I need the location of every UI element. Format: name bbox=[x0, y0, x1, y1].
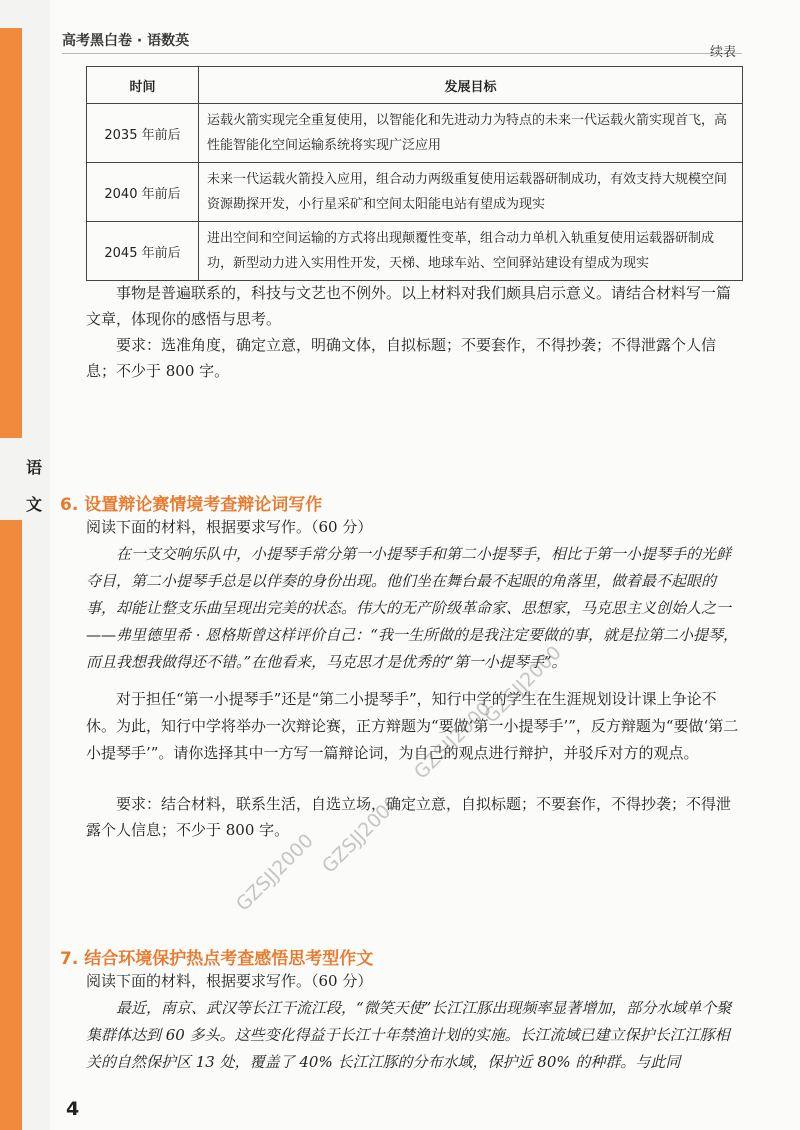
side-tab-accent-top bbox=[0, 28, 22, 438]
side-subject-char-2: 文 bbox=[26, 495, 43, 514]
watermark: GZSJJ2000 bbox=[480, 641, 566, 728]
table-header-period: 时间 bbox=[87, 67, 199, 104]
table-cell-period: 2040 年前后 bbox=[87, 163, 199, 222]
watermark: GZSJJ2000 bbox=[232, 829, 318, 916]
side-subject-char-1: 语 bbox=[26, 458, 43, 477]
q5-prompt: 事物是普遍联系的，科技与文艺也不例外。以上材料对我们颇具启示意义。请结合材料写一篇文章，体现你的感悟与思考。 bbox=[86, 284, 732, 328]
table-row bbox=[87, 163, 743, 222]
q7-instruction: 阅读下面的材料，根据要求写作。（60 分） bbox=[86, 972, 373, 990]
development-goal-table bbox=[86, 66, 743, 281]
q6-title-text: 设置辩论赛情境考查辩论词写作 bbox=[84, 495, 323, 515]
table-continuation-label: 续表 bbox=[709, 45, 736, 60]
table-cell-goal: 进出空间和空间运输的方式将出现颠覆性变革，组合动力单机入轨重复使用运载器研制成功，新型动力进入实用性开发，天梯、地球车站、空间驿站建设有望成为现实 bbox=[199, 222, 743, 281]
q7-material: 最近，南京、武汉等长江干流江段，“微笑天使”长江江豚出现频率显著增加，部分水域单个聚集群体达到 60 多头。这些变化得益于长江十年禁渔计划的实施。长江流域已建立保护长江江豚相关的自然保护区 13 处，覆盖了 40% 长江江豚的分布水域，保护近 80% 的种群。与此同 bbox=[86, 999, 732, 1071]
watermark: GZSJJ2000 bbox=[318, 791, 404, 878]
table-header-goal: 发展目标 bbox=[199, 67, 743, 104]
table-row bbox=[87, 222, 743, 281]
q6-instruction: 阅读下面的材料，根据要求写作。（60 分） bbox=[86, 518, 373, 536]
q5-requirements: 要求：选准角度，确定立意，明确文体，自拟标题；不要套作，不得抄袭；不得泄露个人信息；不少于 800 字。 bbox=[86, 336, 717, 380]
watermark: GZSJJ2000 bbox=[410, 697, 496, 784]
q6-requirements: 要求：结合材料，联系生活，自选立场，确定立意，自拟标题；不要套作，不得抄袭；不得泄露个人信息；不少于 800 字。 bbox=[86, 795, 732, 839]
q6-number: 6. bbox=[60, 495, 79, 515]
table-cell-goal: 未来一代运载火箭投入应用，组合动力两级重复使用运载器研制成功，有效支持大规模空间资源勘探开发，小行星采矿和空间太阳能电站有望成为现实 bbox=[199, 163, 743, 222]
table-cell-period: 2045 年前后 bbox=[87, 222, 199, 281]
header-divider bbox=[62, 53, 742, 54]
q6-task: 对于担任“第一小提琴手”还是“第二小提琴手”，知行中学的学生在生涯规划设计课上争论不休。为此，知行中学将举办一次辩论赛，正方辩题为“要做‘第一小提琴手’”，反方辩题为“要做‘第二小提琴手’”。请你选择其中一方写一篇辩论词，为自己的观点进行辩护，并驳斥对方的观点。 bbox=[86, 690, 739, 762]
page-number: 4 bbox=[66, 1098, 80, 1120]
side-tab-accent-bottom bbox=[0, 520, 22, 1130]
q7-number: 7. bbox=[60, 949, 79, 969]
q6-title bbox=[60, 490, 322, 515]
q7-title-text: 结合环境保护热点考查感悟思考型作文 bbox=[84, 949, 374, 969]
table-cell-period: 2035 年前后 bbox=[87, 104, 199, 163]
side-tab-strip bbox=[0, 0, 50, 1130]
table-header-row bbox=[87, 67, 743, 104]
table-row bbox=[87, 104, 743, 163]
table-cell-goal: 运载火箭实现完全重复使用，以智能化和先进动力为特点的未来一代运载火箭实现首飞，高性能智能化空间运输系统将实现广泛应用 bbox=[199, 104, 743, 163]
q7-title bbox=[60, 944, 373, 969]
page-header-title: 高考黑白卷 · 语数英 bbox=[62, 33, 190, 49]
q6-material: 在一支交响乐队中，小提琴手常分第一小提琴手和第二小提琴手，相比于第一小提琴手的光鲜夺目，第二小提琴手总是以伴奏的身份出现。他们坐在舞台最不起眼的角落里，做着最不起眼的事，却能让整支乐曲呈现出完美的状态。伟大的无产阶级革命家、思想家，马克思主义创始人之一——弗里德里希 · 恩格斯曾这样评价自己：“我一生所做的是我注定要做的事，就是拉第二小提琴，而且我想我做得还不错。”在他看来，马克思才是优秀的“第一小提琴手”。 bbox=[86, 545, 738, 671]
